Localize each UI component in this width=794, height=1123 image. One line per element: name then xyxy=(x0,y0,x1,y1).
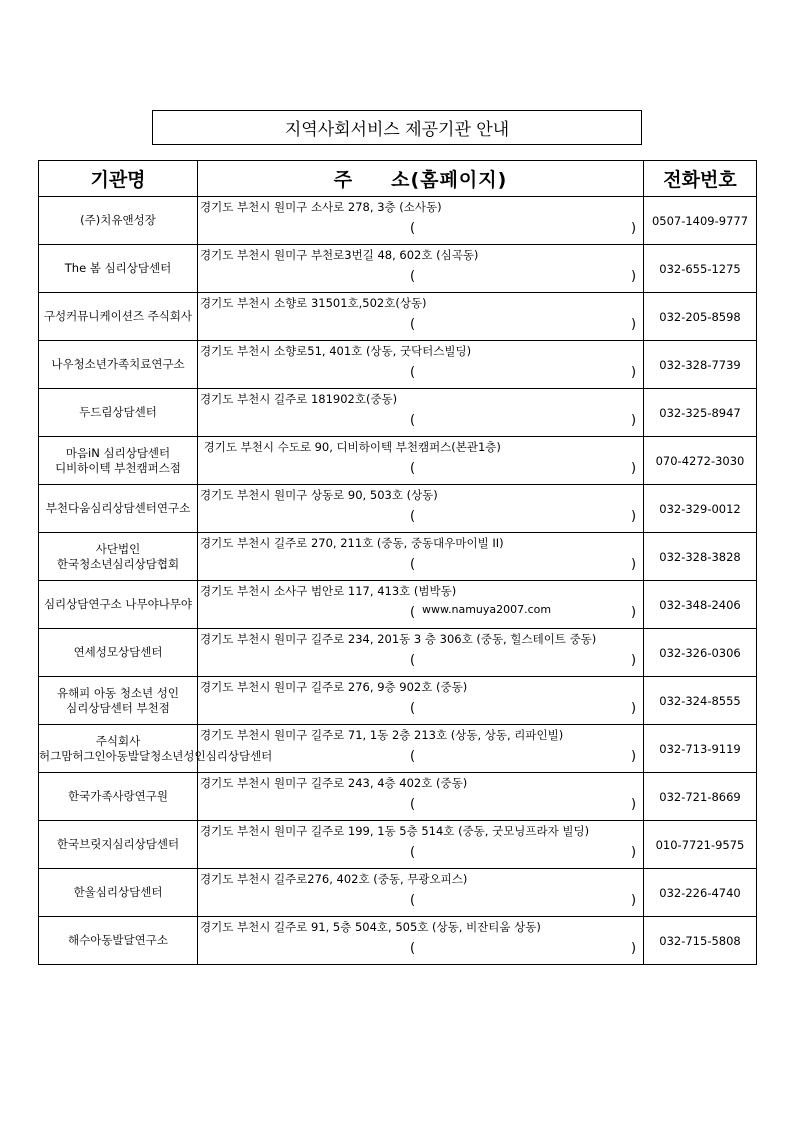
document-title-text: 지역사회서비스 제공기관 안내 xyxy=(284,120,510,140)
institution-address: 경기도 부천시 길주로276, 402호 (중동, 무광오피스) xyxy=(200,872,468,886)
homepage-paren-open: ( xyxy=(410,509,416,524)
institution-address: 경기도 부천시 원미구 상동로 90, 503호 (상동) xyxy=(200,488,438,502)
institution-name: 두드림상담센터 xyxy=(39,389,198,437)
institution-address-cell xyxy=(198,533,644,581)
table-row xyxy=(39,389,757,437)
table-row xyxy=(39,773,757,821)
institution-name: The 봄 심리상담센터 xyxy=(39,245,198,293)
institution-address: 경기도 부천시 길주로 270, 211호 (중동, 중동대우마이빌 II) xyxy=(200,536,504,550)
institution-address: 경기도 부천시 소사구 범안로 117, 413호 (범박동) xyxy=(200,584,457,598)
institution-name: 해수아동발달연구소 xyxy=(39,917,198,965)
institution-address-cell xyxy=(198,485,644,533)
homepage-paren-open: ( xyxy=(410,653,416,668)
institution-name: 마음iN 심리상담센터 디비하이텍 부천캠퍼스점 xyxy=(39,437,198,485)
table-header-row xyxy=(39,161,757,197)
institution-homepage: www.namuya2007.com xyxy=(422,603,552,616)
institution-phone: 070-4272-3030 xyxy=(644,437,757,485)
header-name: 기관명 xyxy=(39,161,198,197)
institution-address: 경기도 부천시 원미구 길주로 276, 9층 902호 (중동) xyxy=(200,680,468,694)
table-row xyxy=(39,485,757,533)
table-row xyxy=(39,629,757,677)
homepage-paren-open: ( xyxy=(410,845,416,860)
table-body xyxy=(39,197,757,965)
homepage-paren-open: ( xyxy=(410,221,416,236)
institution-phone: 032-324-8555 xyxy=(644,677,757,725)
table-row xyxy=(39,677,757,725)
institution-address-cell xyxy=(198,581,644,629)
header-phone: 전화번호 xyxy=(644,161,757,197)
table-row xyxy=(39,869,757,917)
institution-address-cell xyxy=(198,677,644,725)
header-address xyxy=(198,161,644,197)
institution-phone: 032-721-8669 xyxy=(644,773,757,821)
table-row xyxy=(39,917,757,965)
institution-phone: 032-655-1275 xyxy=(644,245,757,293)
institution-address: 경기도 부천시 원미구 부천로3번길 48, 602호 (심곡동) xyxy=(200,248,479,262)
institution-phone: 032-205-8598 xyxy=(644,293,757,341)
institution-name: 부천다움심리상담센터연구소 xyxy=(39,485,198,533)
institution-name: 주식회사 허그맘허그인아동발달청소년성인심리상담센터 xyxy=(39,725,198,773)
institution-phone: 032-226-4740 xyxy=(644,869,757,917)
table-row xyxy=(39,437,757,485)
institution-name: 유해피 아동 청소년 성인 심리상담센터 부천점 xyxy=(39,677,198,725)
homepage-paren-close: ) xyxy=(631,461,637,476)
table-row xyxy=(39,341,757,389)
homepage-paren-close: ) xyxy=(631,509,637,524)
institution-address: 경기도 부천시 수도로 90, 디비하이텍 부천캠퍼스(본관1층) xyxy=(200,440,501,454)
institution-name: 연세성모상담센터 xyxy=(39,629,198,677)
institution-address-cell xyxy=(198,869,644,917)
homepage-paren-close: ) xyxy=(631,893,637,908)
institution-address-cell xyxy=(198,293,644,341)
institution-address-cell xyxy=(198,821,644,869)
institution-address: 경기도 부천시 길주로 91, 5층 504호, 505호 (상동, 비잔티움 상동) xyxy=(200,920,541,934)
homepage-paren-open: ( xyxy=(410,893,416,908)
homepage-paren-close: ) xyxy=(631,221,637,236)
table-row xyxy=(39,533,757,581)
table-row xyxy=(39,293,757,341)
institution-address: 경기도 부천시 소향로51, 401호 (상동, 굿닥터스빌딩) xyxy=(200,344,472,358)
institution-table xyxy=(38,160,757,965)
homepage-paren-close: ) xyxy=(631,605,637,620)
homepage-paren-open: ( xyxy=(410,557,416,572)
homepage-paren-close: ) xyxy=(631,797,637,812)
institution-address-cell xyxy=(198,629,644,677)
institution-address: 경기도 부천시 소향로 31501호,502호(상동) xyxy=(200,296,427,310)
institution-phone: 010-7721-9575 xyxy=(644,821,757,869)
institution-address-cell xyxy=(198,437,644,485)
table-row xyxy=(39,821,757,869)
institution-phone: 032-326-0306 xyxy=(644,629,757,677)
homepage-paren-close: ) xyxy=(631,701,637,716)
institution-phone: 032-329-0012 xyxy=(644,485,757,533)
homepage-paren-close: ) xyxy=(631,413,637,428)
institution-phone: 032-325-8947 xyxy=(644,389,757,437)
homepage-paren-close: ) xyxy=(631,269,637,284)
institution-address-cell xyxy=(198,917,644,965)
institution-name: 사단법인 한국청소년심리상담협회 xyxy=(39,533,198,581)
institution-name: 나우청소년가족치료연구소 xyxy=(39,341,198,389)
institution-name: 한울심리상담센터 xyxy=(39,869,198,917)
homepage-paren-open: ( xyxy=(410,605,416,620)
institution-name: (주)치유앤성장 xyxy=(39,197,198,245)
institution-name: 심리상담연구소 나무야나무야 xyxy=(39,581,198,629)
homepage-paren-close: ) xyxy=(631,557,637,572)
homepage-paren-close: ) xyxy=(631,317,637,332)
homepage-paren-open: ( xyxy=(410,461,416,476)
institution-address-cell xyxy=(198,341,644,389)
institution-phone: 032-328-3828 xyxy=(644,533,757,581)
homepage-paren-open: ( xyxy=(410,701,416,716)
homepage-paren-open: ( xyxy=(410,797,416,812)
document-title xyxy=(152,110,642,145)
institution-address-cell xyxy=(198,773,644,821)
institution-address-cell xyxy=(198,725,644,773)
institution-address-cell xyxy=(198,389,644,437)
institution-address: 경기도 부천시 원미구 소사로 278, 3층 (소사동) xyxy=(200,200,442,214)
institution-address: 경기도 부천시 길주로 181902호(중동) xyxy=(200,392,398,406)
homepage-paren-open: ( xyxy=(410,317,416,332)
institution-address: 경기도 부천시 원미구 길주로 234, 201동 3 층 306호 (중동, 힐스테이트 중동) xyxy=(200,632,597,646)
table-row xyxy=(39,197,757,245)
header-address-text: 주 소(홈페이지) xyxy=(333,169,508,191)
institution-name: 한국브릿지심리상담센터 xyxy=(39,821,198,869)
table-row xyxy=(39,725,757,773)
institution-phone: 0507-1409-9777 xyxy=(644,197,757,245)
institution-phone: 032-348-2406 xyxy=(644,581,757,629)
institution-name: 구성커뮤니케이션즈 주식회사 xyxy=(39,293,198,341)
homepage-paren-close: ) xyxy=(631,845,637,860)
institution-address: 경기도 부천시 원미구 길주로 71, 1동 2층 213호 (상동, 상동, 리파인빌) xyxy=(200,728,564,742)
table-row xyxy=(39,581,757,629)
homepage-paren-open: ( xyxy=(410,269,416,284)
homepage-paren-open: ( xyxy=(410,365,416,380)
institution-address: 경기도 부천시 원미구 길주로 199, 1동 5층 514호 (중동, 굿모닝프라자 빌딩) xyxy=(200,824,590,838)
institution-name: 한국가족사랑연구원 xyxy=(39,773,198,821)
table-row xyxy=(39,245,757,293)
homepage-paren-open: ( xyxy=(410,941,416,956)
institution-address-cell xyxy=(198,197,644,245)
homepage-paren-open: ( xyxy=(410,749,416,764)
homepage-paren-close: ) xyxy=(631,941,637,956)
homepage-paren-close: ) xyxy=(631,365,637,380)
institution-address: 경기도 부천시 원미구 길주로 243, 4층 402호 (중동) xyxy=(200,776,468,790)
institution-phone: 032-715-5808 xyxy=(644,917,757,965)
homepage-paren-close: ) xyxy=(631,653,637,668)
homepage-paren-open: ( xyxy=(410,413,416,428)
institution-phone: 032-713-9119 xyxy=(644,725,757,773)
institution-phone: 032-328-7739 xyxy=(644,341,757,389)
homepage-paren-close: ) xyxy=(631,749,637,764)
institution-address-cell xyxy=(198,245,644,293)
